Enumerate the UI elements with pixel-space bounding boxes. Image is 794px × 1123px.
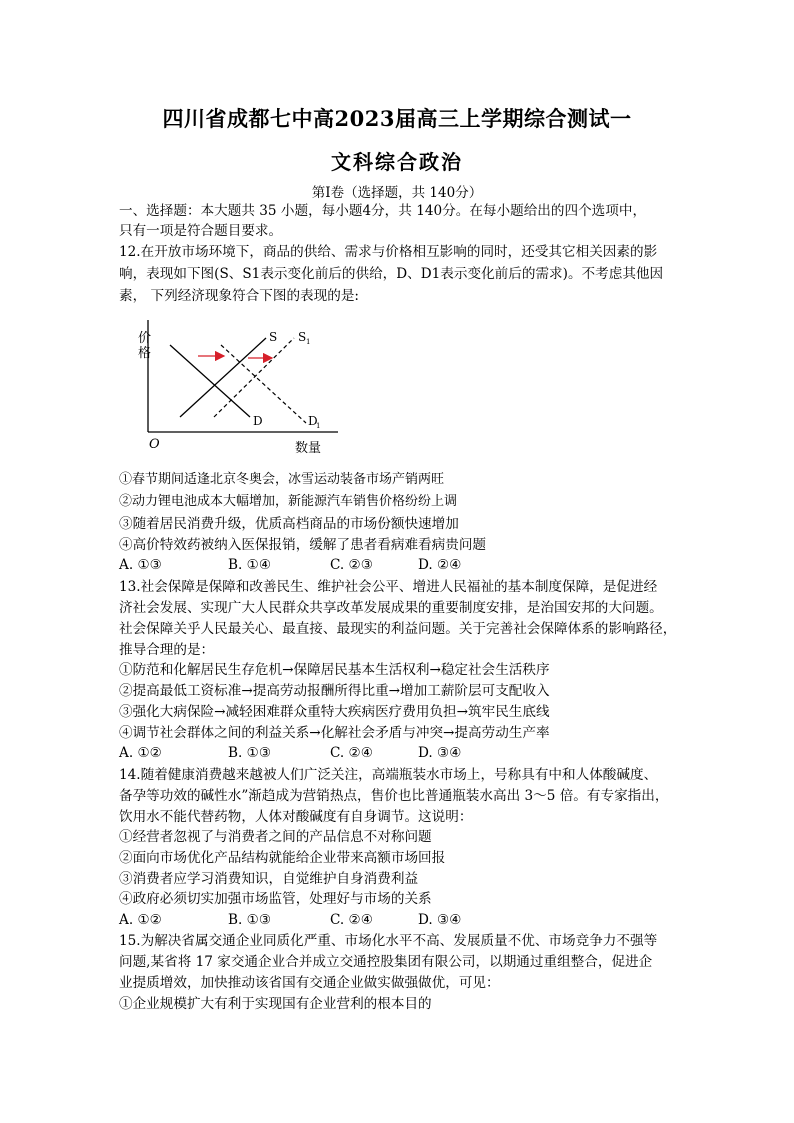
q12-item-4: ④高价特效药被纳入医保报销，缓解了患者看病难看病贵问题 <box>119 537 487 553</box>
q12-option-d: D. ②④ <box>418 557 462 573</box>
label-d1-sub: 1 <box>316 422 321 430</box>
q13-stem-line-2: 济社会发展、实现广大人民群众共享改革发展成果的重要制度安排，是治国安邦的大问题。 <box>119 600 663 616</box>
q14-item-3: ③消费者应学习消费知识，自觉维护自身消费利益 <box>119 871 419 887</box>
q14-option-d: D. ③④ <box>418 912 462 928</box>
q12-item-3: ③随着居民消费升级，优质高档商品的市场份额快速增加 <box>119 516 459 532</box>
supply-curve-s <box>180 338 266 417</box>
label-s: S <box>269 330 278 344</box>
q14-item-1: ①经营者忽视了与消费者之间的产品信息不对称问题 <box>119 829 432 845</box>
q12-option-c: C. ②③ <box>330 557 373 573</box>
label-d1: D <box>308 414 318 428</box>
section-heading: 第Ⅰ卷（选择题，共 140分） <box>311 185 483 201</box>
q15-stem-line-1: 15.为解决省属交通企业同质化严重、市场化水平不高、发展质量不优、市场竞争力不强等 <box>119 933 658 949</box>
label-d: D <box>253 414 263 428</box>
q13-stem-line-1: 13.社会保障是保障和改善民生、维护社会公平、增进人民福祉的基本制度保障，是促进经 <box>119 579 658 595</box>
x-axis-label: 数量 <box>295 441 322 456</box>
q14-item-2: ②面向市场优化产品结构就能给企业带来高额市场回报 <box>119 850 446 866</box>
q15-stem-line-2: 问题,某省将 17 家交通企业合并成立交通控股集团有限公司，以期通过重组整合，促进企 <box>119 954 653 970</box>
q13-item-2: ②提高最低工资标准→提高劳动报酬所得比重→增加工薪阶层可支配收入 <box>119 683 550 699</box>
origin-label: O <box>149 437 160 452</box>
q13-stem-line-3: 社会保障关乎人民最关心、最直接、最现实的利益问题。关于完善社会保障体系的影响路径， <box>119 621 677 637</box>
label-s1: S <box>298 330 307 344</box>
q12-item-2: ②动力锂电池成本大幅增加，新能源汽车销售价格纷纷上调 <box>119 494 458 509</box>
q14-option-c: C. ②④ <box>330 912 373 928</box>
q12-option-b: B. ①④ <box>228 557 272 573</box>
q12-stem-line-1: 12.在开放市场环境下，商品的供给、需求与价格相互影响的同时，还受其它相关因素的影 <box>119 244 658 260</box>
q12-item-1: ①春节期间适逢北京冬奥会，冰雪运动装备市场产销两旺 <box>119 472 445 487</box>
q15-item-1: ①企业规模扩大有利于实现国有企业营利的根本目的 <box>119 996 432 1012</box>
label-s1-sub: 1 <box>306 338 311 346</box>
exam-subtitle: 文科综合政治 <box>331 150 463 174</box>
exam-title: 四川省成都七中高2023届高三上学期综合测试一 <box>162 106 632 131</box>
q14-stem-line-2: 备孕等功效的碱性水”渐趋成为营销热点，售价也比普通瓶装水高出 3～5 倍。有专家指出， <box>119 788 669 804</box>
q12-option-a: A. ①③ <box>119 557 162 573</box>
q15-stem-line-3: 业提质增效，加快推动该省国有交通企业做实做强做优，可见： <box>119 975 500 991</box>
q13-option-d: D. ③④ <box>418 745 462 761</box>
q13-option-a: A. ①② <box>119 745 162 761</box>
q12-stem-line-3: 素， 下列经济现象符合下图的表现的是: <box>119 288 359 304</box>
demand-curve-d1 <box>221 345 306 423</box>
q14-option-a: A. ①② <box>119 912 162 928</box>
q14-stem-line-1: 14.随着健康消费越来越被人们广泛关注，高端瓶装水市场上，号称具有中和人体酸碱度、 <box>119 767 658 783</box>
q13-item-3: ③强化大病保险→减轻困难群众重特大疾病医疗费用负担→筑牢民生底线 <box>119 704 550 720</box>
q13-stem-line-4: 推导合理的是： <box>119 642 215 658</box>
y-axis-label-2: 格 <box>138 346 152 361</box>
q13-item-1: ①防范和化解居民生存危机→保障居民基本生活权利→稳定社会生活秩序 <box>119 662 550 678</box>
instructions-line-2: 只有一项是符合题目要求。 <box>119 223 283 239</box>
q12-stem-line-2: 响，表现如下图(S、S1表示变化前后的供给，D、D1表示变化前后的需求)。不考虑其他因 <box>119 266 664 282</box>
q14-item-4: ④政府必须切实加强市场监管，处理好与市场的关系 <box>119 891 432 907</box>
instructions-line-1: 一、选择题：本大题共 35 小题，每小题4分，共 140分。在每小题给出的四个选项中， <box>119 203 647 219</box>
q13-option-b: B. ①③ <box>228 745 272 761</box>
q13-item-4: ④调节社会群体之间的利益关系→化解社会矛盾与冲突→提高劳动生产率 <box>119 725 550 741</box>
q14-option-b: B. ①③ <box>228 912 272 928</box>
q13-option-c: C. ②④ <box>330 745 373 761</box>
y-axis-label-1: 价 <box>138 331 152 346</box>
q14-stem-line-3: 饮用水不能代替药物，人体对酸碱度有自身调节。这说明： <box>119 809 473 825</box>
